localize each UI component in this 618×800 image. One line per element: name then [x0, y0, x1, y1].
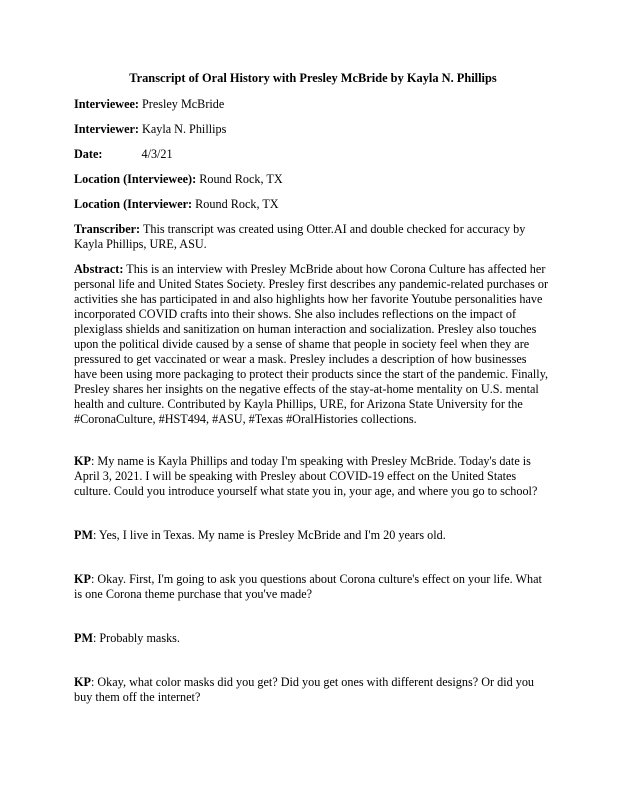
location-interviewer-field	[74, 197, 552, 212]
speaker-label: KP	[74, 572, 91, 586]
interviewee-field	[74, 97, 552, 112]
field-value: Presley McBride	[142, 97, 225, 111]
transcriber-note	[74, 222, 552, 252]
field-label: Interviewer:	[74, 122, 139, 136]
interviewer-field	[74, 122, 552, 137]
transcriber-label: Transcriber:	[74, 222, 141, 236]
field-label: Location (Interviewer:	[74, 197, 193, 211]
field-value: 4/3/21	[141, 147, 173, 161]
speaker-label: KP	[74, 675, 91, 689]
transcript-turn	[74, 528, 552, 543]
transcript-turn	[74, 631, 552, 646]
transcript-turn	[74, 454, 552, 499]
turn-text: : My name is Kayla Phillips and today I'm speaking with Presley McBride. Today's date is April 3, 2021. I will be speaking with Presley about COVID-19 effect on the United States culture. Could you introduce yourself what state you in, your age, and where you go to school?	[74, 454, 538, 498]
turn-text: : Yes, I live in Texas. My name is Presley McBride and I'm 20 years old.	[92, 528, 446, 542]
speaker-label: PM	[74, 631, 93, 645]
speaker-label: PM	[74, 528, 93, 542]
field-value: Kayla N. Phillips	[142, 122, 227, 136]
turn-text: : Okay, what color masks did you get? Did you get ones with different designs? Or did you buy them off the internet?	[74, 675, 535, 704]
field-label: Location (Interviewee):	[74, 172, 197, 186]
document-title: Transcript of Oral History with Presley McBride by Kayla N. Phillips	[129, 71, 497, 85]
field-label: Interviewee:	[74, 97, 139, 111]
field-value: Round Rock, TX	[199, 172, 283, 186]
transcript-turn	[74, 675, 552, 705]
transcript-turn	[74, 572, 552, 602]
field-label: Date:	[74, 147, 103, 161]
field-value: Round Rock, TX	[195, 197, 279, 211]
location-interviewee-field	[74, 172, 552, 187]
turn-text: : Probably masks.	[92, 631, 180, 645]
transcriber-text: This transcript was created using Otter.AI and double checked for accuracy by Kayla Phillips, URE, ASU.	[74, 222, 526, 251]
turn-text: : Okay. First, I'm going to ask you questions about Corona culture's effect on your life. What is one Corona theme purchase that you've made?	[74, 572, 542, 601]
abstract-text: This is an interview with Presley McBride about how Corona Culture has affected her personal life and United States Society. Presley first describes any pandemic-related purchases or activities she has participated in and also highlights how her favorite Youtube personalities have incorporated COVID crafts into their shows. She also includes reflections on the impact of plexiglass shields and sanitization on human interaction and socialization. Presley also touches upon the political divide caused by a sense of shame that people in society feel when they are pressured to get vaccinated or wear a mask. Presley includes a description of how businesses have been using more packaging to protect their products since the start of the pandemic. Finally, Presley shares her insights on the negative effects of the stay-at-home mentality on U.S. mental health and culture. Contributed by Kayla Phillips, URE, for Arizona State University for the #CoronaCulture, #HST494, #ASU, #Texas #OralHistories collections.	[74, 262, 549, 426]
abstract	[74, 262, 552, 427]
date-field	[74, 147, 552, 162]
abstract-label: Abstract:	[74, 262, 124, 276]
document-page	[74, 71, 552, 734]
speaker-label: KP	[74, 454, 91, 468]
